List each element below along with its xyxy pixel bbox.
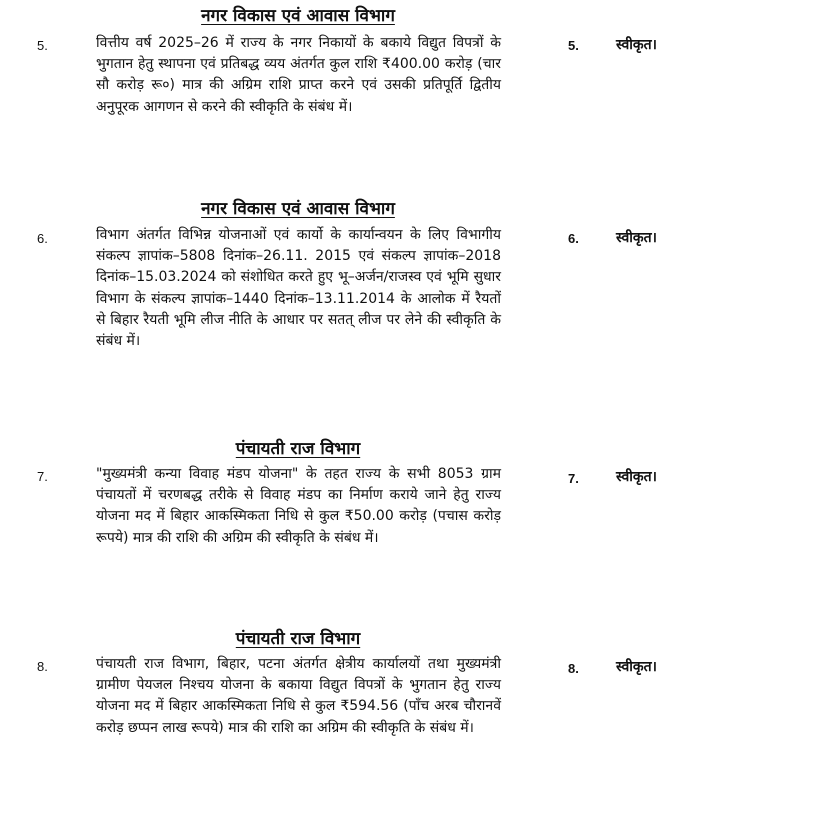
decision-status: स्वीकृत। [616,37,657,53]
item-number: 8. [37,659,48,674]
item-number: 7. [37,469,48,484]
decision-number: 5. [568,38,579,53]
decision-status: स्वीकृत। [616,230,657,246]
item-number: 6. [37,231,48,246]
item-description: "मुख्यमंत्री कन्या विवाह मंडप योजना" के तहत राज्य के सभी 8053 ग्राम पंचायतों में चरणबद्ध तरीके से विवाह मंडप का निर्माण कराये जाने हेतु राज्य योजना मद में बिहार आकस्मिकता निधि से कुल ₹50.00 करोड़ (पचास करोड़ रूपये) मात्र की राशि की अग्रिम की स्वीकृति के संबंध में। [96,466,502,546]
item-description: विभाग अंतर्गत विभिन्न योजनाओं एवं कार्यो के कार्यान्वयन के लिए विभागीय संकल्प ज्ञापांक–5808 दिनांक–26.11. 2015 एवं संकल्प ज्ञापांक–2018 दिनांक–15.03.2024 को संशोधित करते हुए भू–अर्जन/राजस्व एवं भूमि सुधार विभाग के संकल्प ज्ञापांक–1440 दिनांक–13.11.2014 के आलोक में रैयतों से बिहार रैयती भूमि लीज नीति के आधार पर सतत् लीज पर लेने की स्वीकृति के संबंध में। [96,227,501,350]
decision-number: 8. [568,661,579,676]
decision-status: स्वीकृत। [616,659,657,675]
decision-status: स्वीकृत। [616,469,657,485]
department-heading: नगर विकास एवं आवास विभाग [201,6,395,26]
item-description: पंचायती राज विभाग, बिहार, पटना अंतर्गत क्षेत्रीय कार्यालयों तथा मुख्यमंत्री ग्रामीण पेयजल निश्चय योजना के बकाया विद्युत विपत्रों के भुगतान हेतु राज्य योजना मद में बिहार आकस्मिकता निधि से कुल ₹594.56 (पाँच अरब चौरानवें करोड़ छप्पन लाख रूपये) मात्र की राशि का अग्रिम की स्वीकृति के संबंध में। [96,656,501,736]
decision-number: 6. [568,231,579,246]
item-number: 5. [37,38,48,53]
item-description: वित्तीय वर्ष 2025–26 में राज्य के नगर निकायों के बकाये विद्युत विपत्रों के भुगतान हेतु स्थापना एवं प्रतिबद्ध व्यय अंतर्गत कुल राशि ₹400.00 करोड़ (चार सौ करोड़ रू०) मात्र की अग्रिम राशि प्राप्त करने एवं उसकी प्रतिपूर्ति द्वितीय अनुपूरक आगणन से करने की स्वीकृति के संबंध में। [96,35,501,115]
department-heading: नगर विकास एवं आवास विभाग [201,199,395,219]
decision-number: 7. [568,471,579,486]
department-heading: पंचायती राज विभाग [235,629,361,649]
department-heading: पंचायती राज विभाग [235,439,361,459]
